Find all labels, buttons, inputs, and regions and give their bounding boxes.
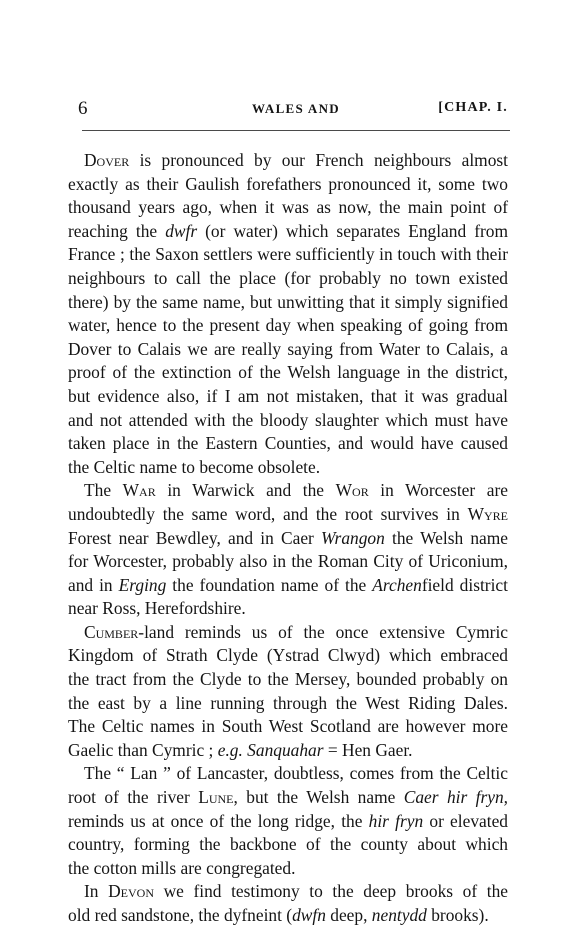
text-segment: for Worcester, probably also in the Roman City of Uriconium, bbox=[68, 551, 508, 572]
text-segment: the east by a line running through the West Riding Dales. bbox=[68, 692, 508, 713]
text-segment: the cotton mills are congregated. bbox=[68, 857, 296, 878]
text-segment: we find testimony to the deep brooks of the bbox=[153, 881, 508, 902]
text-segment: Lune bbox=[198, 787, 234, 808]
header-rule bbox=[82, 130, 510, 131]
text-segment: reaching the bbox=[68, 220, 166, 241]
text-segment: Cumber bbox=[84, 621, 139, 642]
text-line bbox=[68, 880, 508, 904]
text-line bbox=[68, 527, 508, 551]
text-segment: in Worcester are bbox=[368, 480, 508, 501]
text-segment: old red sandstone, the dyfneint ( bbox=[68, 905, 293, 925]
text-segment: but evidence also, if I am not mistaken, that it was gradual bbox=[68, 385, 508, 406]
text-segment: the foundation name of the bbox=[166, 574, 373, 595]
text-segment: hir fryn bbox=[368, 810, 424, 831]
text-line bbox=[68, 597, 508, 621]
text-segment: Wrangon bbox=[321, 527, 385, 548]
text-line bbox=[68, 456, 508, 480]
text-segment: brooks). bbox=[426, 905, 489, 925]
text-line bbox=[68, 220, 508, 244]
paragraph bbox=[68, 880, 508, 927]
text-segment: near Ross, Herefordshire. bbox=[68, 598, 246, 619]
text-segment: In bbox=[84, 881, 109, 902]
paragraph bbox=[68, 149, 508, 479]
text-segment: and not attended with the bloody slaughter which must have bbox=[68, 409, 508, 430]
text-segment: undoubtedly the same word, and the root survives in bbox=[68, 503, 468, 524]
running-title: WALES AND bbox=[252, 101, 340, 116]
text-line bbox=[68, 786, 508, 810]
text-line bbox=[68, 621, 508, 645]
text-segment: is pronounced by our French neighbours almost bbox=[129, 150, 508, 170]
text-line bbox=[68, 574, 508, 598]
page-number: 6 bbox=[78, 98, 88, 119]
text-segment: exactly as their Gaulish forefathers pronounced it, some two bbox=[68, 173, 508, 194]
text-line bbox=[68, 432, 508, 456]
text-segment: , but the Welsh name bbox=[233, 787, 404, 808]
text-segment: Devon bbox=[108, 881, 154, 902]
paragraph bbox=[68, 621, 508, 763]
text-segment: The “ Lan ” of Lancaster, doubtless, comes from the Celtic bbox=[84, 763, 508, 784]
page-header bbox=[72, 98, 520, 120]
text-segment: Dover bbox=[84, 150, 130, 170]
chapter-reference: [CHAP. I. bbox=[438, 100, 508, 115]
text-segment: proof of the extinction of the Welsh language in the district, bbox=[68, 362, 508, 383]
text-segment: reminds us at once of the long ridge, the bbox=[68, 810, 369, 831]
text-segment: = Hen Gaer. bbox=[323, 739, 413, 760]
text-segment: The bbox=[84, 480, 123, 501]
text-segment: or elevated bbox=[423, 810, 508, 831]
text-segment: Archen bbox=[372, 574, 422, 595]
text-segment: France ; the Saxon settlers were sufficiently in touch with their bbox=[68, 244, 508, 265]
text-segment: there) by the same name, but unwitting that it simply signified bbox=[68, 291, 508, 312]
text-line bbox=[68, 668, 508, 692]
text-segment: Kingdom of Strath Clyde (Ystrad Clwyd) which embraced bbox=[68, 645, 508, 666]
text-line bbox=[68, 385, 508, 409]
text-line bbox=[68, 314, 508, 338]
text-line bbox=[68, 739, 508, 763]
text-line bbox=[68, 857, 508, 881]
text-segment: Gaelic than Cymric ; bbox=[68, 739, 218, 760]
paragraph bbox=[68, 762, 508, 880]
text-segment: (or water) which separates England from bbox=[197, 220, 508, 241]
text-line bbox=[68, 762, 508, 786]
text-line bbox=[68, 243, 508, 267]
text-segment: e.g. Sanquahar bbox=[217, 739, 324, 760]
text-segment: The Celtic names in South West Scotland are however more bbox=[68, 716, 508, 737]
text-line bbox=[68, 503, 508, 527]
text-segment: dwfn bbox=[292, 905, 326, 925]
text-segment: the Celtic name to become obsolete. bbox=[68, 456, 321, 477]
text-line bbox=[68, 550, 508, 574]
text-line bbox=[68, 267, 508, 291]
text-segment: water, hence to the present day when speaking of going from bbox=[68, 315, 508, 336]
text-segment: country, forming the backbone of the county about which bbox=[68, 834, 508, 855]
text-segment: Wor bbox=[335, 480, 369, 501]
text-segment: neighbours to call the place (for probably no town existed bbox=[68, 267, 508, 288]
text-segment: -land reminds us of the once extensive Cymric bbox=[138, 621, 508, 642]
text-segment: root of the river bbox=[68, 787, 199, 808]
body-text bbox=[68, 149, 508, 928]
text-segment: nentydd bbox=[371, 905, 427, 925]
text-line bbox=[68, 361, 508, 385]
text-segment: taken place in the Eastern Counties, and would have caused bbox=[68, 433, 508, 454]
text-line bbox=[68, 833, 508, 857]
text-line bbox=[68, 692, 508, 716]
text-line bbox=[68, 149, 508, 173]
text-segment: thousand years ago, when it was as now, the main point of bbox=[68, 197, 508, 218]
text-line bbox=[68, 904, 508, 928]
text-segment: field district bbox=[421, 574, 508, 595]
text-line bbox=[68, 291, 508, 315]
text-line bbox=[68, 644, 508, 668]
text-line bbox=[68, 173, 508, 197]
text-segment: War bbox=[122, 480, 156, 501]
text-segment: Erging bbox=[118, 574, 167, 595]
text-segment: the tract from the Clyde to the Mersey, bounded probably on bbox=[68, 669, 508, 690]
text-segment: dwfr bbox=[165, 220, 198, 241]
text-segment: Caer hir fryn, bbox=[403, 787, 509, 808]
text-segment: Wyre bbox=[467, 503, 508, 524]
text-line bbox=[68, 196, 508, 220]
text-segment: the Welsh name bbox=[384, 527, 508, 548]
text-line bbox=[68, 810, 508, 834]
text-segment: Forest near Bewdley, and in Caer bbox=[68, 527, 322, 548]
text-line bbox=[68, 479, 508, 503]
text-segment: deep, bbox=[325, 905, 372, 925]
text-line bbox=[68, 338, 508, 362]
text-segment: and in bbox=[68, 574, 119, 595]
text-segment: in Warwick and the bbox=[155, 480, 336, 501]
text-line bbox=[68, 715, 508, 739]
paragraph bbox=[68, 479, 508, 621]
text-segment: Dover to Calais we are really saying from Water to Calais, a bbox=[68, 338, 508, 359]
text-line bbox=[68, 409, 508, 433]
